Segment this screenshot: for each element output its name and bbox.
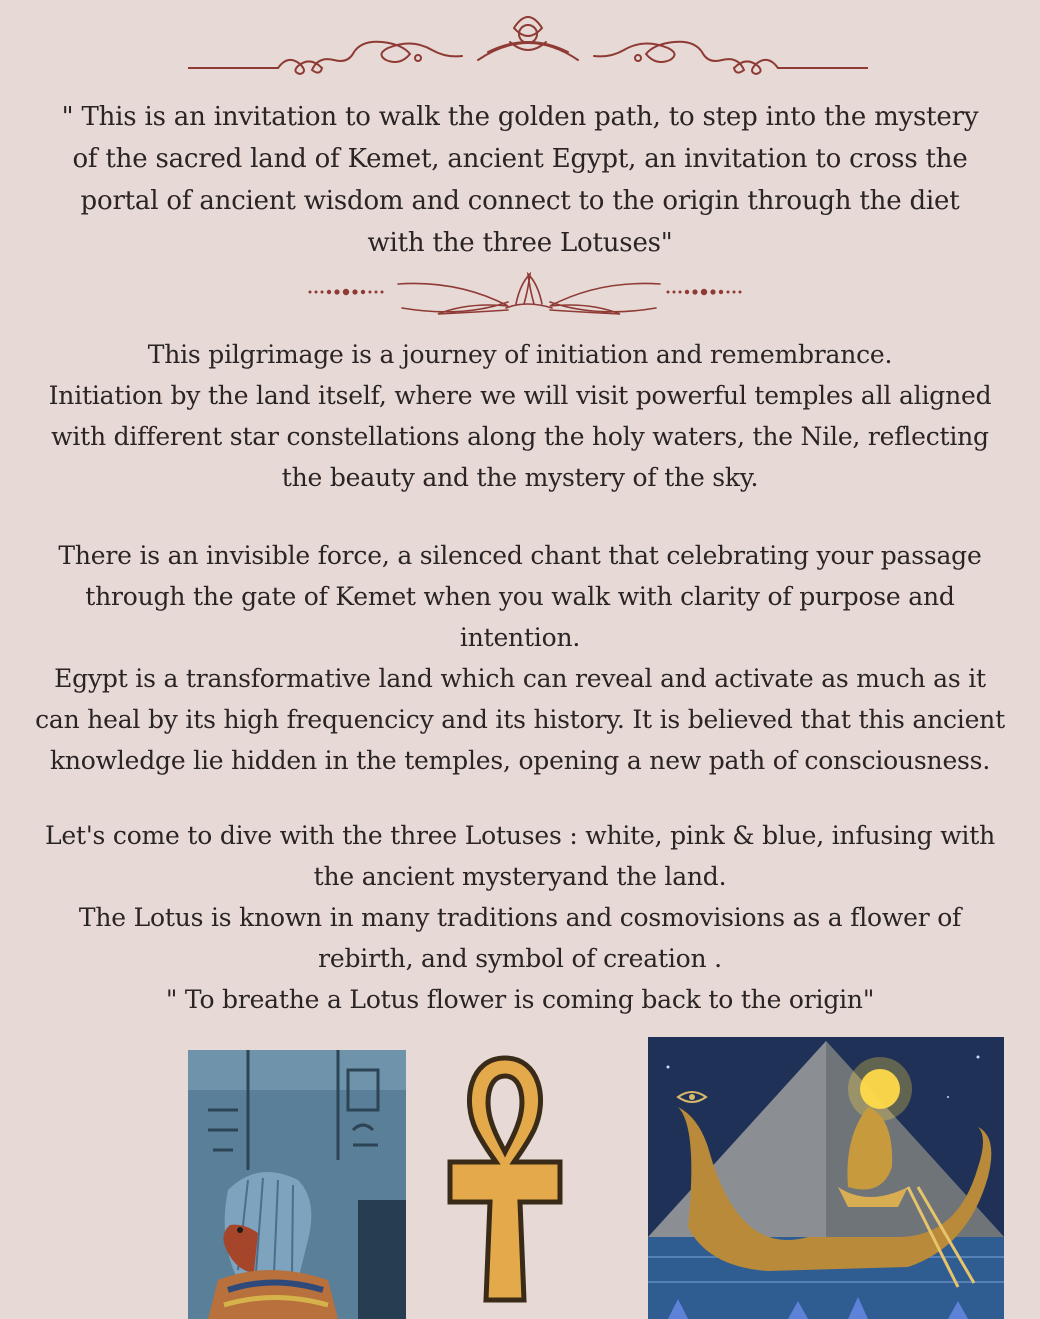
- paragraph-line: Let's come to dive with the three Lotuses : white, pink & blue, infusing with: [45, 821, 995, 850]
- paragraph-line: with different star constellations along the holy waters, the Nile, reflecting: [51, 422, 989, 451]
- egyptian-wall-painting-image: [188, 1050, 406, 1319]
- middle-ornament-divider: [306, 268, 752, 326]
- paragraph-line: There is an invisible force, a silenced chant that celebrating your passage: [58, 541, 982, 570]
- quote-line: " This is an invitation to walk the golden path, to step into the mystery: [61, 102, 979, 132]
- lotus-paragraph: [20, 815, 1020, 1020]
- paragraph-line: Initiation by the land itself, where we will visit powerful temples all aligned: [48, 381, 992, 410]
- invisible-force-paragraph: [20, 535, 1020, 781]
- quote-line: of the sacred land of Kemet, ancient Egypt, an invitation to cross the: [72, 144, 968, 174]
- paragraph-line: intention.: [459, 623, 581, 652]
- paragraph-line: the beauty and the mystery of the sky.: [281, 463, 759, 492]
- paragraph-line: This pilgrimage is a journey of initiation and remembrance.: [147, 340, 893, 369]
- paragraph-line: " To breathe a Lotus flower is coming back to the origin": [165, 985, 875, 1014]
- pilgrimage-paragraph: [20, 334, 1020, 498]
- quote-line: with the three Lotuses": [367, 228, 673, 258]
- quote-line: portal of ancient wisdom and connect to the origin through the diet: [80, 186, 960, 216]
- pyramid-boat-illustration: [648, 1037, 1004, 1319]
- pyramid-solar-boat-image: [648, 1037, 1004, 1319]
- paragraph-line: knowledge lie hidden in the temples, opening a new path of consciousness.: [49, 746, 991, 775]
- paragraph-line: can heal by its high frequencicy and its history. It is believed that this ancient: [35, 705, 1005, 734]
- top-ornament-divider: [188, 8, 868, 78]
- paragraph-line: the ancient mysteryand the land.: [313, 862, 727, 891]
- paragraph-line: Egypt is a transformative land which can reveal and activate as much as it: [54, 664, 986, 693]
- invitation-quote: [20, 96, 1020, 264]
- paragraph-line: through the gate of Kemet when you walk with clarity of purpose and: [85, 582, 955, 611]
- wall-painting-illustration: [188, 1050, 406, 1319]
- paragraph-line: rebirth, and symbol of creation .: [318, 944, 722, 973]
- paragraph-line: The Lotus is known in many traditions and cosmovisions as a flower of: [78, 903, 962, 932]
- ankh-icon: [440, 1050, 570, 1305]
